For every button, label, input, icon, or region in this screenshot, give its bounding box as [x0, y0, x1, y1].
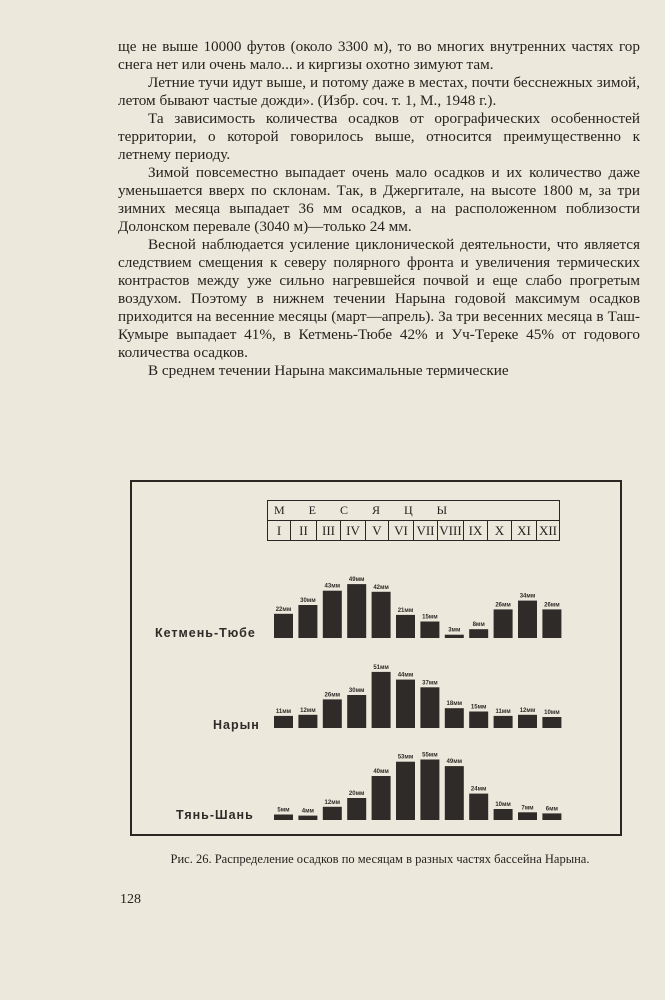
bar-value-label: 10мм [544, 710, 560, 716]
month-cell: VIII [438, 521, 464, 541]
bar [298, 605, 317, 638]
bar-value-label: 10мм [495, 802, 511, 808]
bar [372, 592, 391, 638]
bar-value-label: 26мм [324, 692, 341, 699]
bar [445, 635, 464, 638]
month-cell: VII [414, 521, 438, 541]
bar-value-label: 34мм [519, 593, 536, 600]
bar-value-label: 30мм [348, 688, 365, 694]
bar [420, 622, 439, 639]
bar [396, 680, 415, 728]
bar-value-label: 26мм [544, 602, 560, 609]
bar [542, 609, 561, 638]
bar [323, 807, 342, 820]
series-group [155, 577, 561, 640]
bar-value-label: 51мм [373, 664, 389, 671]
bar [494, 716, 513, 728]
bar-value-label: 30мм [300, 598, 316, 604]
bar [372, 776, 391, 820]
bar [347, 695, 366, 728]
month-cell: X [488, 521, 512, 541]
bar-value-label: 15мм [470, 704, 487, 711]
bar-value-label: 49мм [446, 759, 463, 766]
bar [518, 812, 537, 820]
bar [347, 798, 366, 820]
page-number: 128 [120, 892, 141, 907]
month-cell: III [317, 521, 341, 541]
series-group [213, 665, 561, 732]
bar [445, 708, 464, 728]
bar [420, 760, 439, 821]
bar [274, 716, 293, 728]
series-name-label: Нарын [213, 718, 260, 732]
bar-value-label: 53мм [397, 754, 414, 761]
bar [396, 762, 415, 820]
bar [274, 815, 293, 821]
bar [469, 629, 488, 638]
bar-value-label: 3мм [448, 627, 461, 634]
bar-value-label: 5мм [277, 807, 290, 814]
bar [494, 809, 513, 820]
month-cell: XII [537, 521, 560, 541]
month-cell: I [268, 521, 291, 541]
bar-value-label: 8мм [472, 622, 485, 629]
paragraph-1: ще не выше 10000 футов (около 3300 м), то во многих внутренних частях гор снега нет или очень мало... и киргизы охотно зимуют там. [118, 38, 640, 73]
bar-value-label: 4мм [301, 808, 315, 815]
paragraph-2: Летние тучи идут выше, и потому даже в местах, почти бесснежных зимой, летом бывают частые дожди». (Избр. соч. т. 1, М., 1948 г.). [118, 74, 640, 109]
bar-value-label: 20мм [348, 791, 365, 797]
month-cell: IX [464, 521, 488, 541]
month-cell: XI [512, 521, 537, 541]
series-name-label: Кетмень-Тюбе [155, 626, 256, 640]
series-group [176, 753, 561, 823]
bar-value-label: 12мм [300, 707, 316, 714]
bar-value-label: 49мм [348, 577, 365, 584]
bar [494, 609, 513, 638]
bar [518, 601, 537, 638]
bar [420, 687, 439, 728]
month-cell: IV [341, 521, 366, 541]
bar [542, 717, 561, 728]
series-name-label: Тянь-Шань [176, 808, 254, 822]
bar-value-label: 55мм [422, 752, 438, 759]
paragraph-3: Та зависимость количества осадков от орографических особенностей территории, о которой говорилось выше, относится преимущественно к летнему периоду. [118, 110, 640, 163]
bar [274, 614, 293, 638]
bar [445, 766, 464, 820]
bar [396, 615, 415, 638]
bar-value-label: 21мм [397, 607, 414, 614]
bar-value-label: 12мм [324, 799, 341, 806]
bar [347, 584, 366, 638]
figure-caption: Рис. 26. Распределение осадков по месяцам в разных частях бассейна Нарына. [170, 852, 590, 866]
bar-value-label: 22мм [275, 606, 292, 613]
bar-value-label: 42мм [373, 584, 389, 591]
bar-value-label: 37мм [422, 680, 438, 687]
bar-value-label: 6мм [545, 806, 559, 813]
bar [298, 816, 317, 820]
bar-value-label: 43мм [324, 583, 341, 590]
bar [518, 715, 537, 728]
month-cell: II [291, 521, 317, 541]
months-table-caption: МЕСЯЦЫ [268, 501, 560, 521]
bar-value-label: 40мм [373, 769, 389, 775]
month-cell: VI [389, 521, 414, 541]
bar-value-label: 26мм [495, 602, 511, 609]
bar-value-label: 44мм [397, 672, 414, 679]
bar-value-label: 24мм [470, 786, 487, 793]
paragraph-5: Весной наблюдается усиление циклонической деятельности, что является следствием смещения к северу полярного фронта и увеличения термических контрастов между уже сильно нагревшейся почвой и еще слабо прогретым воздухом. Поэтому в нижнем течении Нарына годовой максимум осадков приходится на весенние месяцы (март—апрель). За три весенних месяца в Таш-Кумыре выпадает 41%, в Кетмень-Тюбе 42% и Уч-Тереке 45% от годового количества осадков. [118, 236, 640, 361]
bar [323, 591, 342, 638]
bar-value-label: 11мм [275, 708, 292, 715]
paragraph-6: В среднем течении Нарына максимальные термические [148, 362, 509, 379]
bar [372, 672, 391, 728]
bar-value-label: 7мм [521, 805, 534, 812]
bar [542, 813, 561, 820]
bar [298, 715, 317, 728]
paragraph-4: Зимой повсеместно выпадает очень мало осадков и их количество даже уменьшается вверх по склонам. Так, в Джергитале, на высоте 1800 м, за три зимних месяца выпадает 36 мм осадков, а на расположенном поблизости Долонском перевале (3040 м)—только 24 мм. [118, 164, 640, 235]
bar [469, 712, 488, 729]
bar-value-label: 18мм [446, 701, 463, 708]
bar-value-label: 11мм [495, 708, 511, 715]
bar-value-label: 15мм [422, 614, 438, 621]
month-cell: V [366, 521, 389, 541]
bar [469, 794, 488, 820]
bar [323, 699, 342, 728]
bar-value-label: 12мм [519, 707, 536, 714]
